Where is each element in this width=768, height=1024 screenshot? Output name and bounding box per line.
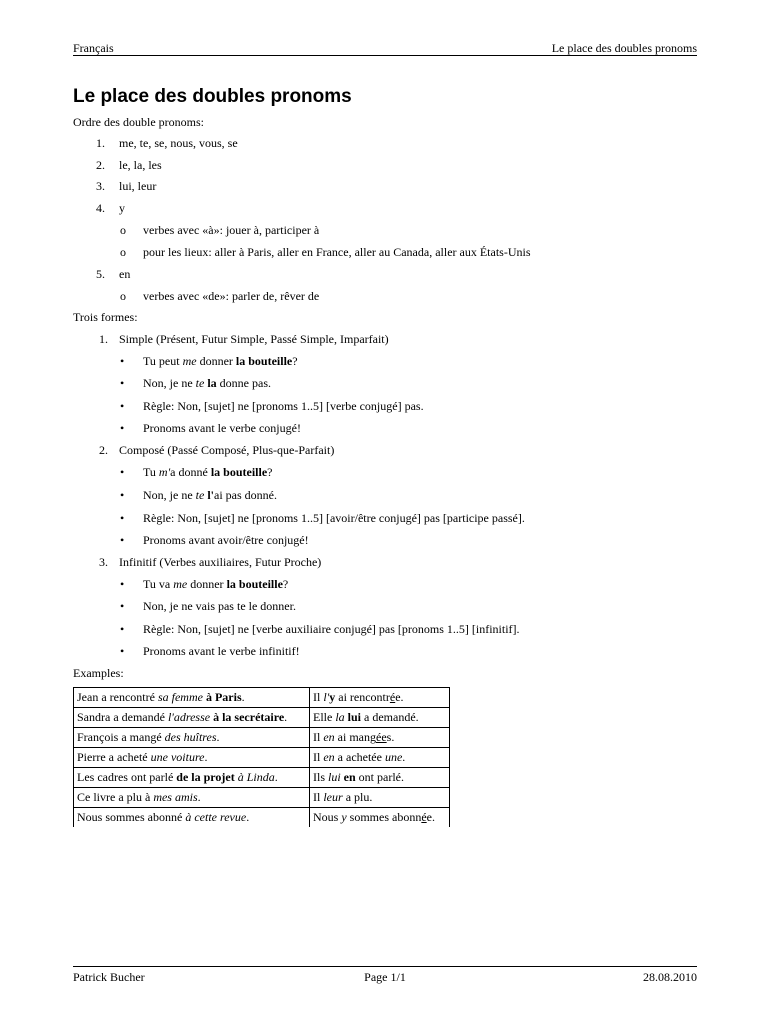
- table-row: [74, 788, 450, 808]
- table-row: [74, 708, 450, 728]
- ordre-y-sub-1: verbes avec «à»: jouer à, participer à: [143, 223, 320, 237]
- ordre-item-1: me, te, se, nous, vous, se: [119, 136, 238, 150]
- document-title: Le place des doubles pronoms: [73, 86, 352, 107]
- table-cell: Ils lui en ont parlé.: [310, 768, 450, 788]
- forme-title-2: Composé (Passé Composé, Plus-que-Parfait): [119, 443, 335, 457]
- forme-1-example-answer: Non, je ne te la donne pas.: [143, 376, 271, 390]
- bullet: •: [120, 354, 125, 368]
- bullet: •: [120, 376, 125, 390]
- bullet: •: [120, 577, 125, 591]
- ordre-num-1: 1.: [96, 136, 105, 150]
- bullet: •: [120, 622, 125, 636]
- ordre-intro: Ordre des double pronoms:: [73, 115, 204, 129]
- ordre-y-sub-2: pour les lieux: aller à Paris, aller en France, aller au Canada, aller aux États-Unis: [143, 245, 531, 259]
- bullet: •: [120, 421, 125, 435]
- formes-intro: Trois formes:: [73, 310, 138, 324]
- ordre-item-4: y: [119, 201, 125, 215]
- table-cell: Il en ai mangées.: [310, 728, 450, 748]
- table-cell: Ce livre a plu à mes amis.: [74, 788, 310, 808]
- forme-1-example-question: Tu peut me donner la bouteille?: [143, 354, 298, 368]
- forme-title-1: Simple (Présent, Futur Simple, Passé Simple, Imparfait): [119, 332, 389, 346]
- table-cell: Pierre a acheté une voiture.: [74, 748, 310, 768]
- forme-2-regle: Règle: Non, [sujet] ne [pronoms 1..5] [avoir/être conjugé] pas [participe passé].: [143, 511, 525, 525]
- table-cell: Sandra a demandé l'adresse à la secrétaire.: [74, 708, 310, 728]
- forme-3-regle: Règle: Non, [sujet] ne [verbe auxiliaire conjugé] pas [pronoms 1..5] [infinitif].: [143, 622, 520, 636]
- bullet: •: [120, 644, 125, 658]
- forme-title-3: Infinitif (Verbes auxiliaires, Futur Proche): [119, 555, 322, 569]
- sub-bullet: o: [120, 245, 126, 259]
- footer-author: Patrick Bucher: [73, 970, 145, 984]
- footer-date: 28.08.2010: [643, 970, 697, 984]
- table-cell: Jean a rencontré sa femme à Paris.: [74, 688, 310, 708]
- ordre-item-5: en: [119, 267, 131, 281]
- table-cell: Les cadres ont parlé de la projet à Linda.: [74, 768, 310, 788]
- forme-2-note: Pronoms avant avoir/être conjugé!: [143, 533, 309, 547]
- footer-page-number: Page 1/1: [364, 970, 406, 984]
- ordre-num-2: 2.: [96, 158, 105, 172]
- table-cell: Il leur a plu.: [310, 788, 450, 808]
- ordre-num-5: 5.: [96, 267, 105, 281]
- table-row: [74, 728, 450, 748]
- table-row: [74, 688, 450, 708]
- sub-bullet: o: [120, 223, 126, 237]
- table-cell: Nous sommes abonné à cette revue.: [74, 808, 310, 828]
- forme-3-example-answer: Non, je ne vais pas te le donner.: [143, 599, 296, 613]
- table-cell: Il l'y ai rencontrée.: [310, 688, 450, 708]
- forme-3-note: Pronoms avant le verbe infinitif!: [143, 644, 300, 658]
- bullet: •: [120, 488, 125, 502]
- table-cell: François a mangé des huîtres.: [74, 728, 310, 748]
- ordre-en-sub-1: verbes avec «de»: parler de, rêver de: [143, 289, 320, 303]
- forme-2-example-answer: Non, je ne te l'ai pas donné.: [143, 488, 277, 502]
- forme-num-3: 3.: [99, 555, 108, 569]
- forme-3-example-question: Tu va me donner la bouteille?: [143, 577, 289, 591]
- page-header: [73, 41, 697, 56]
- ordre-num-3: 3.: [96, 179, 105, 193]
- page-footer: [73, 966, 697, 983]
- table-cell: Elle la lui a demandé.: [310, 708, 450, 728]
- examples-table: [73, 687, 450, 827]
- bullet: •: [120, 399, 125, 413]
- document-page: [73, 0, 697, 1024]
- bullet: •: [120, 599, 125, 613]
- table-cell: Il en a achetée une.: [310, 748, 450, 768]
- forme-num-1: 1.: [99, 332, 108, 346]
- header-left: Français: [73, 41, 114, 55]
- forme-1-regle: Règle: Non, [sujet] ne [pronoms 1..5] [verbe conjugé] pas.: [143, 399, 424, 413]
- ordre-num-4: 4.: [96, 201, 105, 215]
- table-row: [74, 808, 450, 828]
- sub-bullet: o: [120, 289, 126, 303]
- examples-label: Examples:: [73, 666, 124, 680]
- bullet: •: [120, 511, 125, 525]
- header-right: Le place des doubles pronoms: [551, 41, 697, 55]
- ordre-item-2: le, la, les: [119, 158, 162, 172]
- forme-1-note: Pronoms avant le verbe conjugé!: [143, 421, 301, 435]
- bullet: •: [120, 465, 125, 479]
- forme-num-2: 2.: [99, 443, 108, 457]
- table-row: [74, 748, 450, 768]
- forme-2-example-question: Tu m'a donné la bouteille?: [143, 465, 273, 479]
- table-row: [74, 768, 450, 788]
- bullet: •: [120, 533, 125, 547]
- table-cell: Nous y sommes abonnée.: [310, 808, 450, 828]
- ordre-item-3: lui, leur: [119, 179, 157, 193]
